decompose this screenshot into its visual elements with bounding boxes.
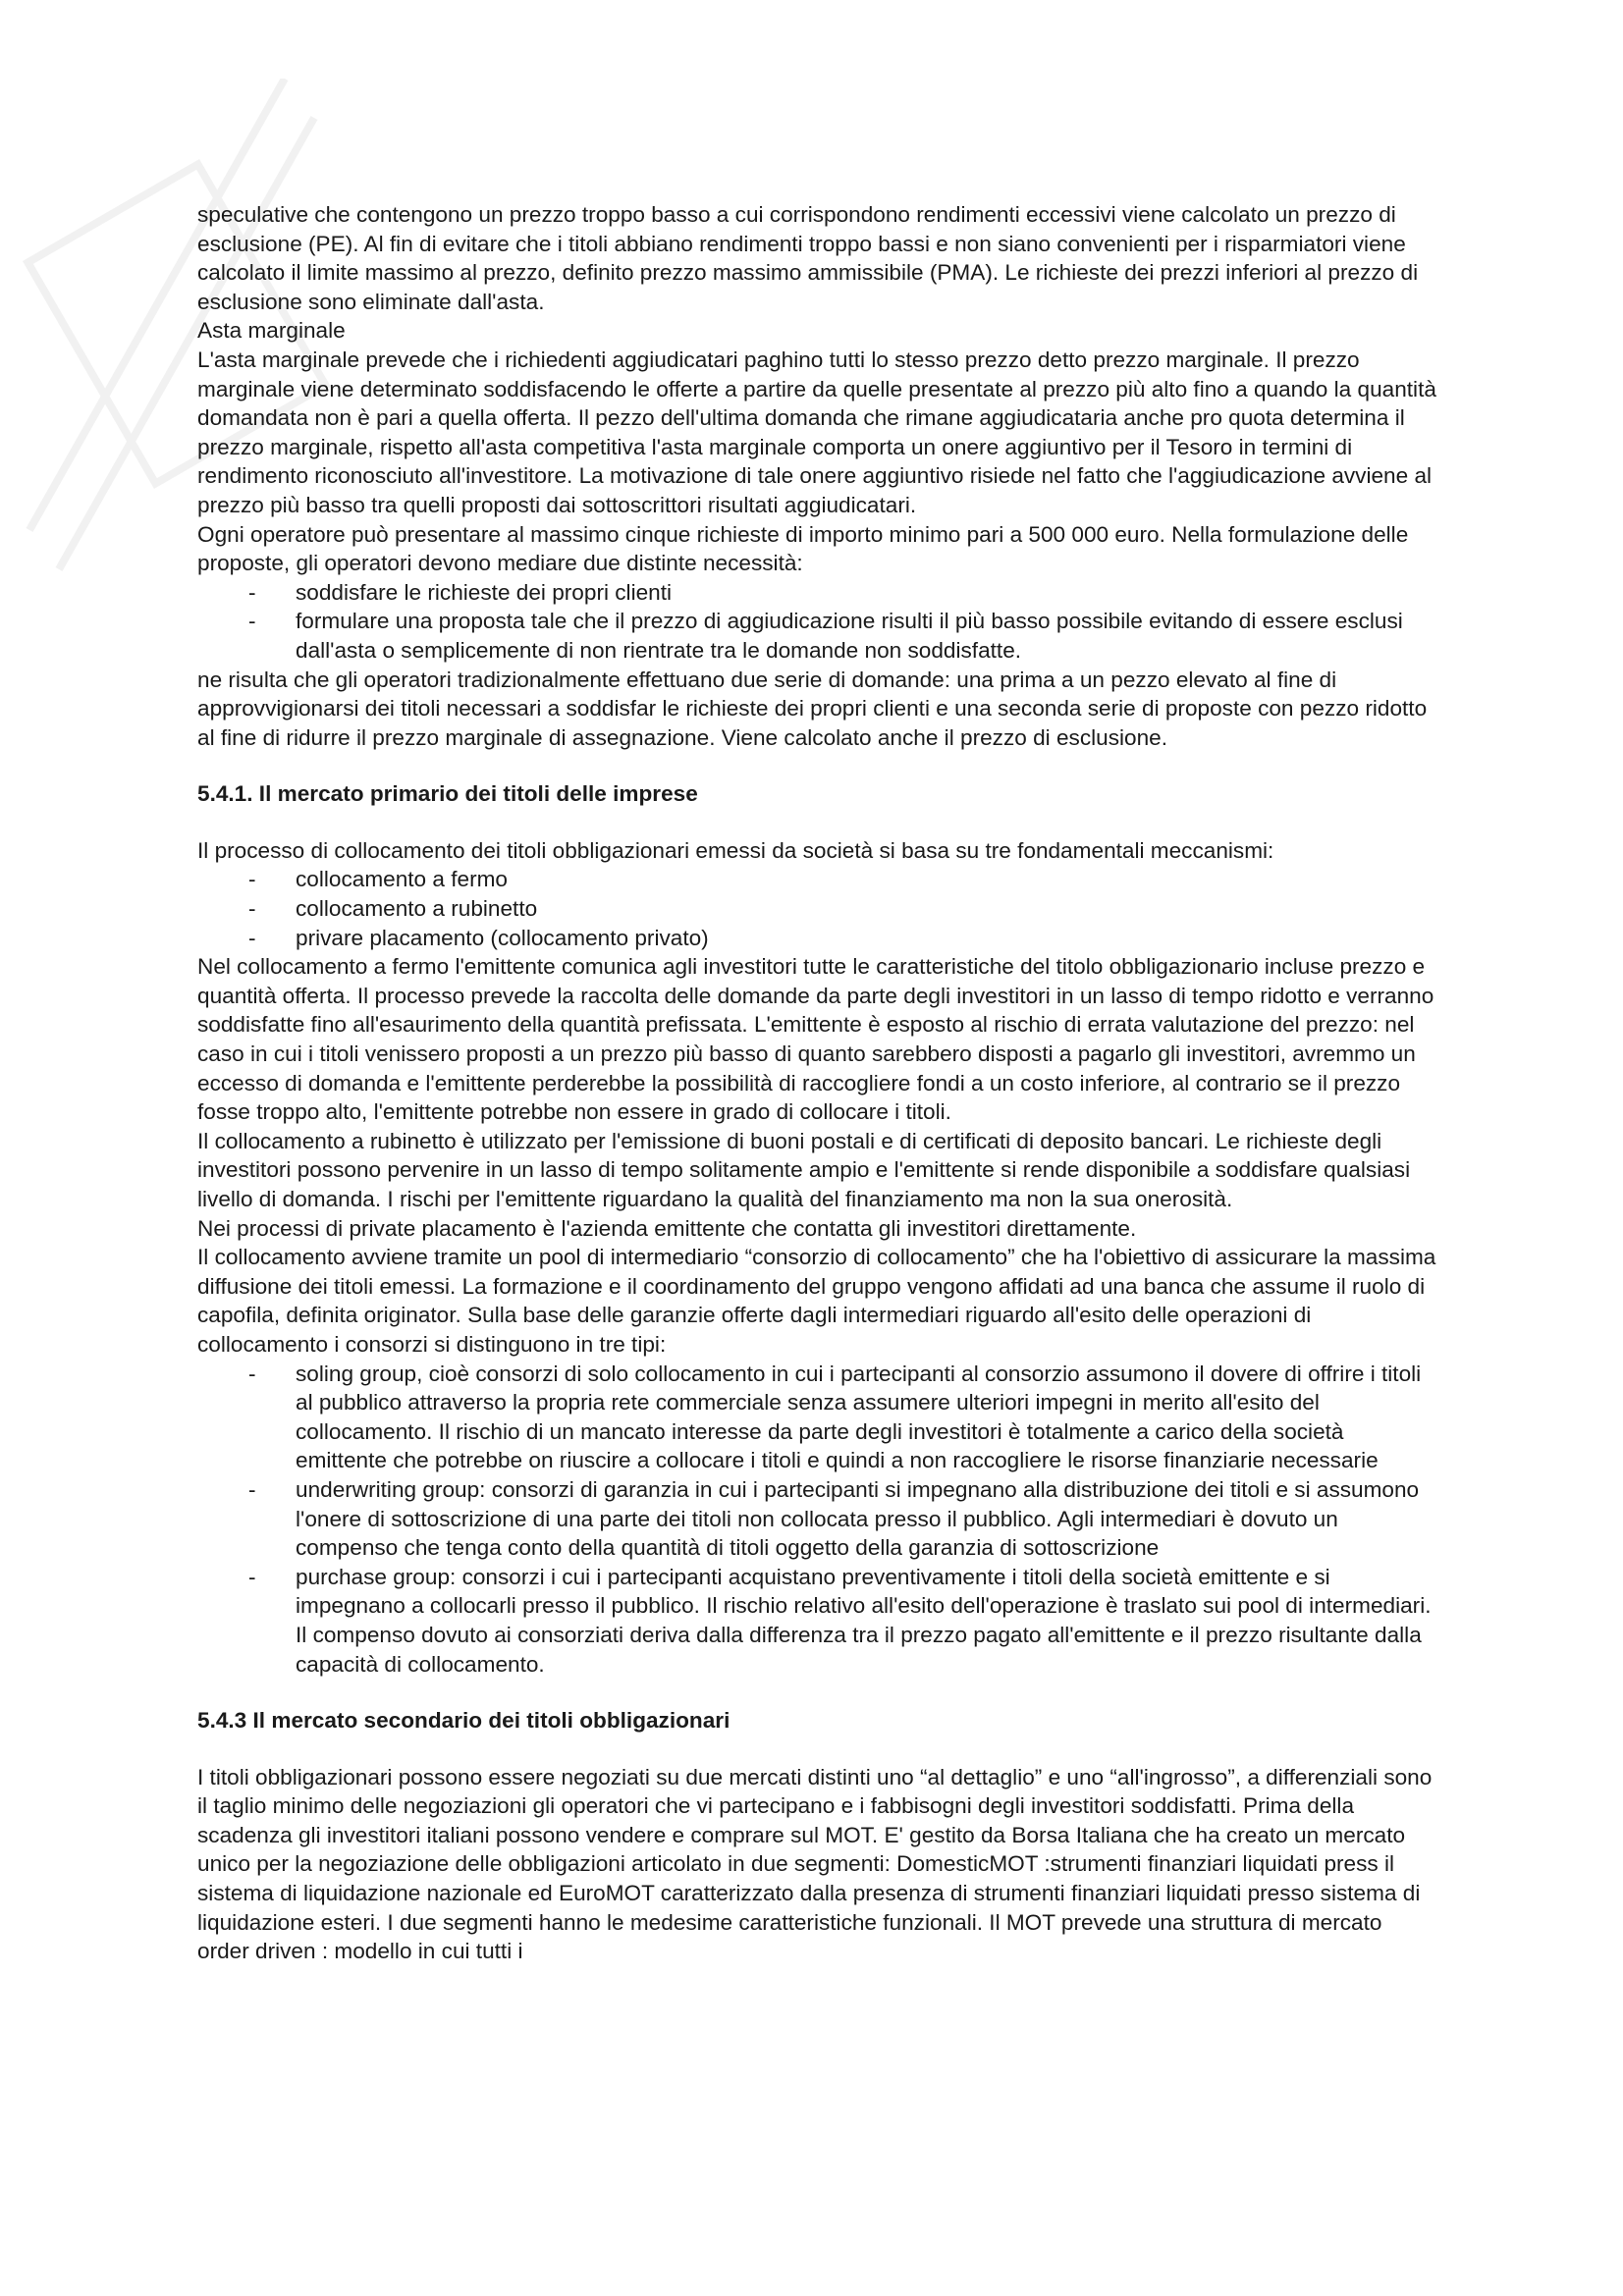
subheading-asta-marginale: Asta marginale (197, 318, 346, 344)
paragraph-domande: ne risulta che gli operatori tradizionalmente effettuano due serie di domande: una prima a un pezzo elevato al fine di approvvigionarsi dei titoli necessari a soddisfar le richieste dei propri clienti e una seconda serie di proposte con pezzo ridotto al fine di ridurre il prezzo marginale di assegnazione. Viene calcolato anche il prezzo di esclusione. (197, 667, 1428, 750)
dash-bullet: - (248, 609, 256, 634)
paragraph-intro-541: Il processo di collocamento dei titoli obbligazionari emessi da società si basa su tre fondamentali meccanismi: (197, 837, 1274, 863)
document-page (197, 200, 1436, 1966)
paragraph-consorzio: Il collocamento avviene tramite un pool di intermediario “consorzio di collocamento” che ha l'obiettivo di assicurare la massima diffusione dei titoli emessi. La formazione e il coordinamento del gruppo vengono affidati ad una banca che assume il ruolo di capofila, definita originator. Sulla base delle garanzie offerte dagli intermediari riguardo all'esito delle operazioni di collocamento i consorzi si distinguono in tre tipi: (197, 1245, 1436, 1357)
list-item: - privare placamento (collocamento privato) (197, 924, 1436, 953)
list-consortia (197, 1360, 1436, 1680)
list-item: - soddisfare le richieste dei propri clienti (197, 578, 1436, 608)
list-item: - formulare una proposta tale che il prezzo di aggiudicazione risulti il più basso possibile evitando di essere esclusi dall'asta o semplicemente di non rientrate tra le domande non soddisfatte. (248, 609, 1403, 663)
list-item: - purchase group: consorzi i cui i partecipanti acquistano preventivamente i titoli della società emittente e si impegnano a collocarli presso il pubblico. Il rischio relativo all'esito dell'operazione è traslato sui pool di intermediari. Il compenso dovuto ai consorziati deriva dalla differenza tra il prezzo pagato all'emittente e il prezzo risultante dalla capacità di collocamento. (248, 1564, 1432, 1677)
paragraph-rubinetto: Il collocamento a rubinetto è utilizzato per l'emissione di buoni postali e di certificati di deposito bancari. Le richieste degli investitori possono pervenire in un lasso di tempo solitamente ampio e l'emittente si rende disponibile a soddisfare qualsiasi livello di domanda. I rischi per l'emittente riguardano la qualità del finanziamento ma non la sua onerosità. (197, 1128, 1411, 1211)
dash-bullet: - (248, 867, 256, 892)
section-heading-541: 5.4.1. Il mercato primario dei titoli delle imprese (197, 781, 698, 807)
paragraph-fermo: Nel collocamento a fermo l'emittente comunica agli investitori tutte le caratteristiche del titolo obbligazionario incluse prezzo e quantità offerta. Il processo prevede la raccolta delle domande da parte degli investitori in un lasso di tempo ridotto e verranno soddisfatte fino all'esaurimento della quantità prefissata. L'emittente è esposto al rischio di errata valutazione del prezzo: nel caso in cui i titoli venissero proposti a un prezzo più basso di quanto sarebbero disposti a pagarlo gli investitori, avremmo un eccesso di domanda e l'emittente perderebbe la possibilità di raccogliere fondi a un costo inferiore, al contrario se il prezzo fosse troppo alto, l'emittente potrebbe non essere in grado di collocare i titoli. (197, 954, 1434, 1125)
list-item: - collocamento a rubinetto (197, 894, 1436, 924)
paragraph-operatori: Ogni operatore può presentare al massimo cinque richieste di importo minimo pari a 500 000 euro. Nella formulazione delle proposte, gli operatori devono mediare due distinte necessità: (197, 521, 1409, 576)
dash-bullet: - (248, 925, 256, 950)
list-item: - underwriting group: consorzi di garanzia in cui i partecipanti si impegnano alla distribuzione dei titoli e si assumono l'onere di sottoscrizione di una parte dei titoli non collocata presso il pubblico. Agli intermediari è dovuto un compenso che tenga conto della quantità di titoli oggetto della garanzia di sottoscrizione (248, 1476, 1420, 1561)
paragraph-asta-marginale: L'asta marginale prevede che i richiedenti aggiudicatari paghino tutti lo stesso prezzo detto prezzo marginale. Il prezzo marginale viene determinato soddisfacendo le offerte a partire da quelle presentate al prezzo più alto fino a quando la quantità domandata non è pari a quella offerta. Il pezzo dell'ultima domanda che rimane aggiudicataria anche pro quota determina il prezzo marginale, rispetto all'asta competitiva l'asta marginale comporta un onere aggiuntivo per il Tesoro in termini di rendimento riconosciuto all'investitore. La motivazione di tale onere aggiuntivo risiede nel fatto che l'aggiudicazione avviene al prezzo più basso tra quelli proposti dai sottoscrittori risultati aggiudicatari. (197, 347, 1436, 517)
list-mechanisms (197, 865, 1436, 952)
dash-bullet: - (248, 1361, 256, 1386)
list-needs (197, 578, 1436, 666)
dash-bullet: - (248, 1564, 256, 1589)
dash-bullet: - (248, 579, 256, 605)
dash-bullet: - (248, 1476, 256, 1502)
dash-bullet: - (248, 896, 256, 922)
section-heading-543: 5.4.3 Il mercato secondario dei titoli obbligazionari (197, 1708, 730, 1734)
list-item: - collocamento a fermo (197, 865, 1436, 894)
paragraph-private: Nei processi di private placamento è l'azienda emittente che contatta gli investitori direttamente. (197, 1215, 1137, 1241)
list-item: - soling group, cioè consorzi di solo collocamento in cui i partecipanti al consorzio assumono il dovere di offrire i titoli al pubblico attraverso la propria rete commerciale senza assumere ulteriori impegni in merito all'esito del collocamento. Il rischio di un mancato interesse da parte degli investitori è totalmente a carico della società emittente che potrebbe on riuscire a collocare i titoli e quindi a non raccogliere le risorse finanziarie necessarie (248, 1361, 1422, 1473)
paragraph-pe-pma: speculative che contengono un prezzo troppo basso a cui corrispondono rendimenti eccessivi viene calcolato un prezzo di esclusione (PE). Al fin di evitare che i titoli abbiano rendimenti troppo bassi e non siano convenienti per i risparmiatori viene calcolato il limite massimo al prezzo, definito prezzo massimo ammissibile (PMA). Le richieste dei prezzi inferiori al prezzo di esclusione sono eliminate dall'asta. (197, 202, 1419, 314)
paragraph-mercato-secondario: I titoli obbligazionari possono essere negoziati su due mercati distinti uno “al dettaglio” e uno “all'ingrosso”, a differenziali sono il taglio minimo delle negoziazioni gli operatori che vi partecipano e i fabbisogni degli investitori soddisfatti. Prima della scadenza gli investitori italiani possono vendere e comprare sul MOT. E' gestito da Borsa Italiana che ha creato un mercato unico per la negoziazione delle obbligazioni articolato in due segmenti: DomesticMOT :strumenti finanziari liquidati press il sistema di liquidazione nazionale ed EuroMOT caratterizzato dalla presenza di strumenti finanziari liquidati presso sistema di liquidazione esteri. I due segmenti hanno le medesime caratteristiche funzionali. Il MOT prevede una struttura di mercato order driven : modello in cui tutti i (197, 1764, 1433, 1964)
